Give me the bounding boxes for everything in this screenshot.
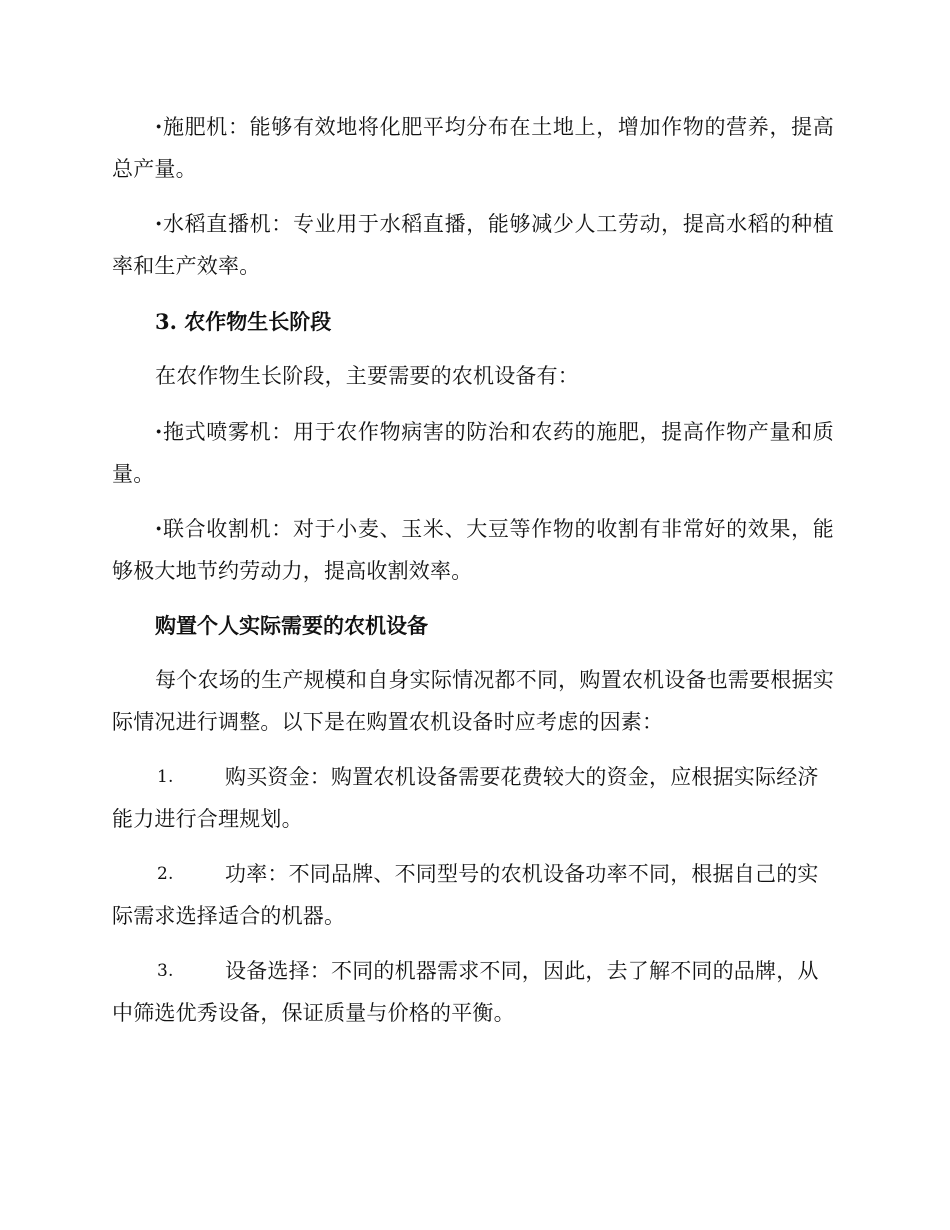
bullet-marker: · bbox=[155, 419, 163, 444]
bullet-marker: · bbox=[155, 114, 163, 139]
item-text-first: 设备选择：不同的机器需求不同，因此，去了解不同的品牌，从 bbox=[225, 959, 819, 983]
bullet-paragraph-fertilizer bbox=[112, 106, 834, 190]
numbered-item-first-line bbox=[112, 950, 834, 992]
item-number: 2. bbox=[157, 864, 174, 884]
item-text-rest: 能力进行合理规划。 bbox=[112, 807, 303, 831]
item-text-first: 购买资金：购置农机设备需要花费较大的资金，应根据实际经济 bbox=[225, 765, 819, 789]
bullet-paragraph-rice-seeder bbox=[112, 203, 834, 287]
bullet-paragraph-combine-harvester bbox=[112, 508, 834, 592]
numbered-item-first-line bbox=[112, 756, 834, 798]
section-heading-growth-stage: 3. 农作物生长阶段 bbox=[155, 309, 332, 334]
section-heading-purchase: 购置个人实际需要的农机设备 bbox=[155, 613, 428, 638]
bullet-text: 施肥机：能够有效地将化肥平均分布在土地上，增加作物的营养，提高总产量。 bbox=[112, 115, 834, 181]
item-text-rest: 中筛选优秀设备，保证质量与价格的平衡。 bbox=[112, 1001, 515, 1025]
bullet-paragraph-sprayer bbox=[112, 411, 834, 495]
bullet-text: 联合收割机：对于小麦、玉米、大豆等作物的收割有非常好的效果，能够极大地节约劳动力，提高收割效率。 bbox=[112, 517, 834, 583]
section-intro-growth-stage: 在农作物生长阶段，主要需要的农机设备有： bbox=[155, 364, 579, 388]
item-number: 3. bbox=[157, 961, 174, 981]
bullet-text: 拖式喷雾机：用于农作物病害的防治和农药的施肥，提高作物产量和质量。 bbox=[112, 420, 834, 486]
item-text-first: 功率：不同品牌、不同型号的农机设备功率不同，根据自己的实 bbox=[225, 862, 819, 886]
section-intro-purchase: 每个农场的生产规模和自身实际情况都不同，购置农机设备也需要根据实际情况进行调整。以下是在购置农机设备时应考虑的因素： bbox=[112, 668, 834, 734]
bullet-text: 水稻直播机：专业用于水稻直播，能够减少人工劳动，提高水稻的种植率和生产效率。 bbox=[112, 212, 834, 278]
item-text-rest: 际需求选择适合的机器。 bbox=[112, 904, 346, 928]
numbered-item-first-line bbox=[112, 853, 834, 895]
numbered-item-power bbox=[112, 853, 834, 937]
bullet-marker: · bbox=[155, 516, 163, 541]
item-number: 1. bbox=[157, 767, 174, 787]
bullet-marker: · bbox=[155, 211, 163, 236]
numbered-item-funding bbox=[112, 756, 834, 840]
numbered-item-equipment-choice bbox=[112, 950, 834, 1034]
